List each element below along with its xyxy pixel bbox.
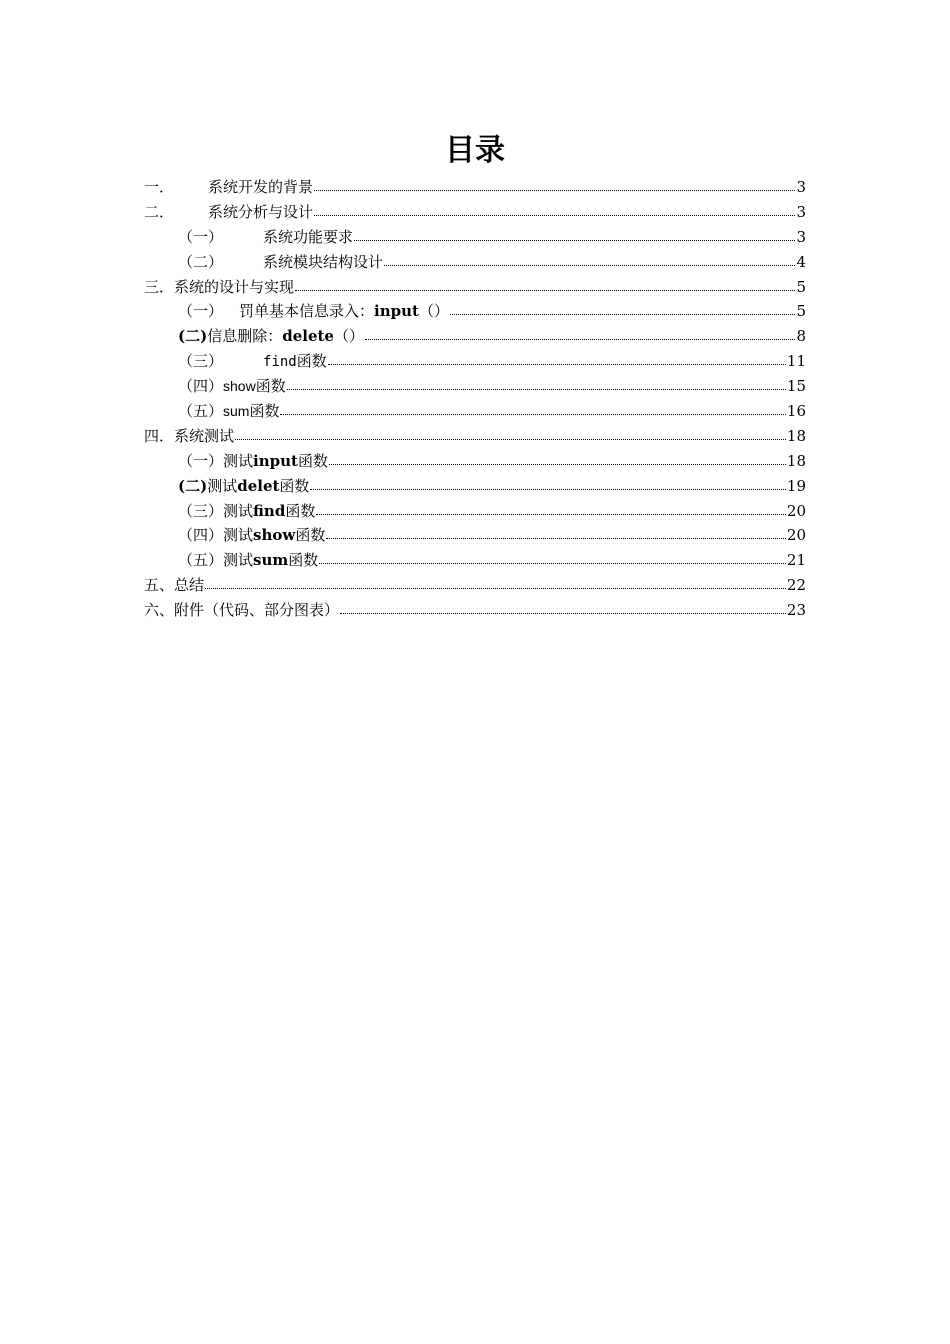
dot-leader [365,327,795,341]
toc-entry-text-suffix: 函数 [288,551,319,570]
toc-entry-label [178,299,449,324]
toc-entry-code: delet [237,476,280,495]
toc-entry-number: （二） [178,252,224,271]
toc-entry-label [144,275,294,300]
toc-entry[interactable] [144,548,806,573]
dot-leader [235,427,786,441]
toc-entry-code: find [253,501,286,520]
toc-entry-page: 5 [796,277,806,296]
toc-entry-text: 附件（代码、部分图表） [174,601,340,620]
toc-entry[interactable] [144,523,806,548]
toc-entry-number: 一． [144,178,175,196]
toc-entry-page: 20 [786,501,806,520]
toc-entry-code: sum [253,551,289,570]
toc-entry-text: 测试 [223,451,254,470]
toc-entry-label [178,324,364,349]
toc-entry-number: 四． [144,426,175,445]
dot-leader [450,302,795,316]
toc-entry-page: 3 [796,178,806,196]
toc-entry-text-suffix: 函数 [297,451,328,470]
toc-entry-text: 系统模块结构设计 [263,252,384,271]
toc-entry-text-suffix: 函数 [285,501,316,520]
dot-leader [316,502,786,516]
toc-entry-page: 20 [786,526,806,545]
toc-entry-text: 罚单基本信息录入： [239,302,375,321]
toc-entry-page: 23 [786,601,806,620]
toc-entry[interactable] [144,299,806,324]
toc-entry-code: delete [282,327,334,346]
dot-leader [205,576,786,590]
dot-leader [329,452,786,466]
toc-entry-number: （一） [178,451,224,470]
toc-entry-page: 22 [786,576,806,595]
toc-entry-page: 3 [796,202,806,221]
dot-leader [354,228,795,242]
toc-entry-number: 二． [144,202,175,221]
toc-entry-number: 六、 [144,601,175,620]
dot-leader [314,178,795,192]
toc-entry-number: （一） [178,227,224,246]
toc-entry-page: 3 [796,227,806,246]
toc-entry-text: 函数 [249,402,280,421]
dot-leader [314,203,795,217]
toc-title: 目录 [445,133,505,168]
dot-leader [310,477,785,491]
toc-entry-number: 三． [144,277,175,296]
toc-entry-label [178,399,279,424]
toc-entry-number: （四） [178,377,224,396]
toc-entry-page: 19 [786,476,806,495]
toc-entry-page: 16 [786,402,806,421]
toc-entry-page: 15 [786,377,806,396]
toc-entry[interactable] [144,324,806,349]
toc-entry-number: （四） [178,526,224,545]
toc-entry-text: 系统功能要求 [263,227,354,246]
dot-leader [319,551,786,565]
toc-entry-page: 21 [786,551,806,570]
toc-entry-number: (二) [178,476,208,495]
toc-entry-label [144,573,204,598]
toc-entry[interactable] [144,499,806,524]
toc-entry-label [144,200,313,225]
toc-entry-page: 18 [786,426,806,445]
toc-entry-text-suffix: （） [333,327,364,346]
dot-leader [287,377,786,391]
toc-entry-code: input [253,451,298,470]
toc-entry-label [178,474,309,499]
toc-entry-label [144,175,313,200]
toc-entry-number: （一） [178,302,224,321]
toc-entry-text: 测试 [223,526,254,545]
toc-entry-code: sum [223,403,250,420]
toc-entry-page: 11 [786,352,806,371]
toc-entry[interactable] [144,175,806,200]
toc-entry-label [144,424,234,449]
toc-entry-page: 18 [786,451,806,470]
toc-entry-text: 系统测试 [174,426,235,445]
toc-entry[interactable] [144,424,806,449]
toc-entry-text: 测试 [207,476,238,495]
toc-entry-page: 5 [796,302,806,321]
toc-entry-number: (二) [178,327,208,346]
toc-entry-code: input [374,302,419,321]
toc-entry[interactable] [144,200,806,225]
toc-entry-number: 五、 [144,576,175,595]
toc-entry-text: 信息删除： [207,327,283,346]
toc-entry-text: 系统分析与设计 [208,202,314,221]
toc-entry-number: （五） [178,402,224,421]
toc-entry[interactable] [144,349,806,374]
toc-entry-code: show [253,526,296,545]
toc-entry[interactable] [144,275,806,300]
toc-entry-label [178,250,383,275]
toc-entry[interactable] [144,449,806,474]
toc-entry[interactable] [144,225,806,250]
toc-entry[interactable] [144,598,806,623]
toc-entry-label [178,349,327,375]
toc-entry-number: （五） [178,551,224,570]
toc-entry[interactable] [144,399,806,424]
toc-entry-text: 测试 [223,501,254,520]
toc-entry[interactable] [144,374,806,399]
toc-entry[interactable] [144,474,806,499]
toc-entry-label [178,225,353,250]
toc-entry-label [178,449,328,474]
toc-entry-text: 系统的设计与实现 [174,277,295,296]
toc-entry-text: 系统开发的背景 [208,178,314,196]
dot-leader [295,278,795,292]
toc-entry-label [178,499,315,524]
toc-entry[interactable] [144,573,806,598]
toc-entry-page: 4 [796,252,806,271]
toc-list [144,175,806,623]
toc-entry-label [178,374,286,399]
dot-leader [280,402,785,416]
toc-entry-label [178,548,318,573]
toc-entry-label [144,598,339,623]
toc-entry-label [178,523,325,548]
toc-entry-text-suffix: 函数 [279,476,310,495]
dot-leader [340,601,786,615]
toc-entry-text: 函数 [296,352,327,371]
dot-leader [328,352,786,366]
toc-entry-number: （三） [178,352,224,371]
toc-entry-text-suffix: 函数 [295,526,326,545]
toc-entry-text: 总结 [174,576,205,595]
toc-entry-code: show [223,378,256,395]
toc-entry-page: 8 [796,327,806,346]
dot-leader [384,253,795,267]
toc-entry[interactable] [144,250,806,275]
toc-entry-text: 测试 [223,551,254,570]
toc-entry-code: find [263,354,297,371]
toc-entry-number: （三） [178,501,224,520]
dot-leader [326,526,786,540]
toc-entry-text: 函数 [255,377,286,396]
toc-entry-text-suffix: （） [418,302,449,321]
